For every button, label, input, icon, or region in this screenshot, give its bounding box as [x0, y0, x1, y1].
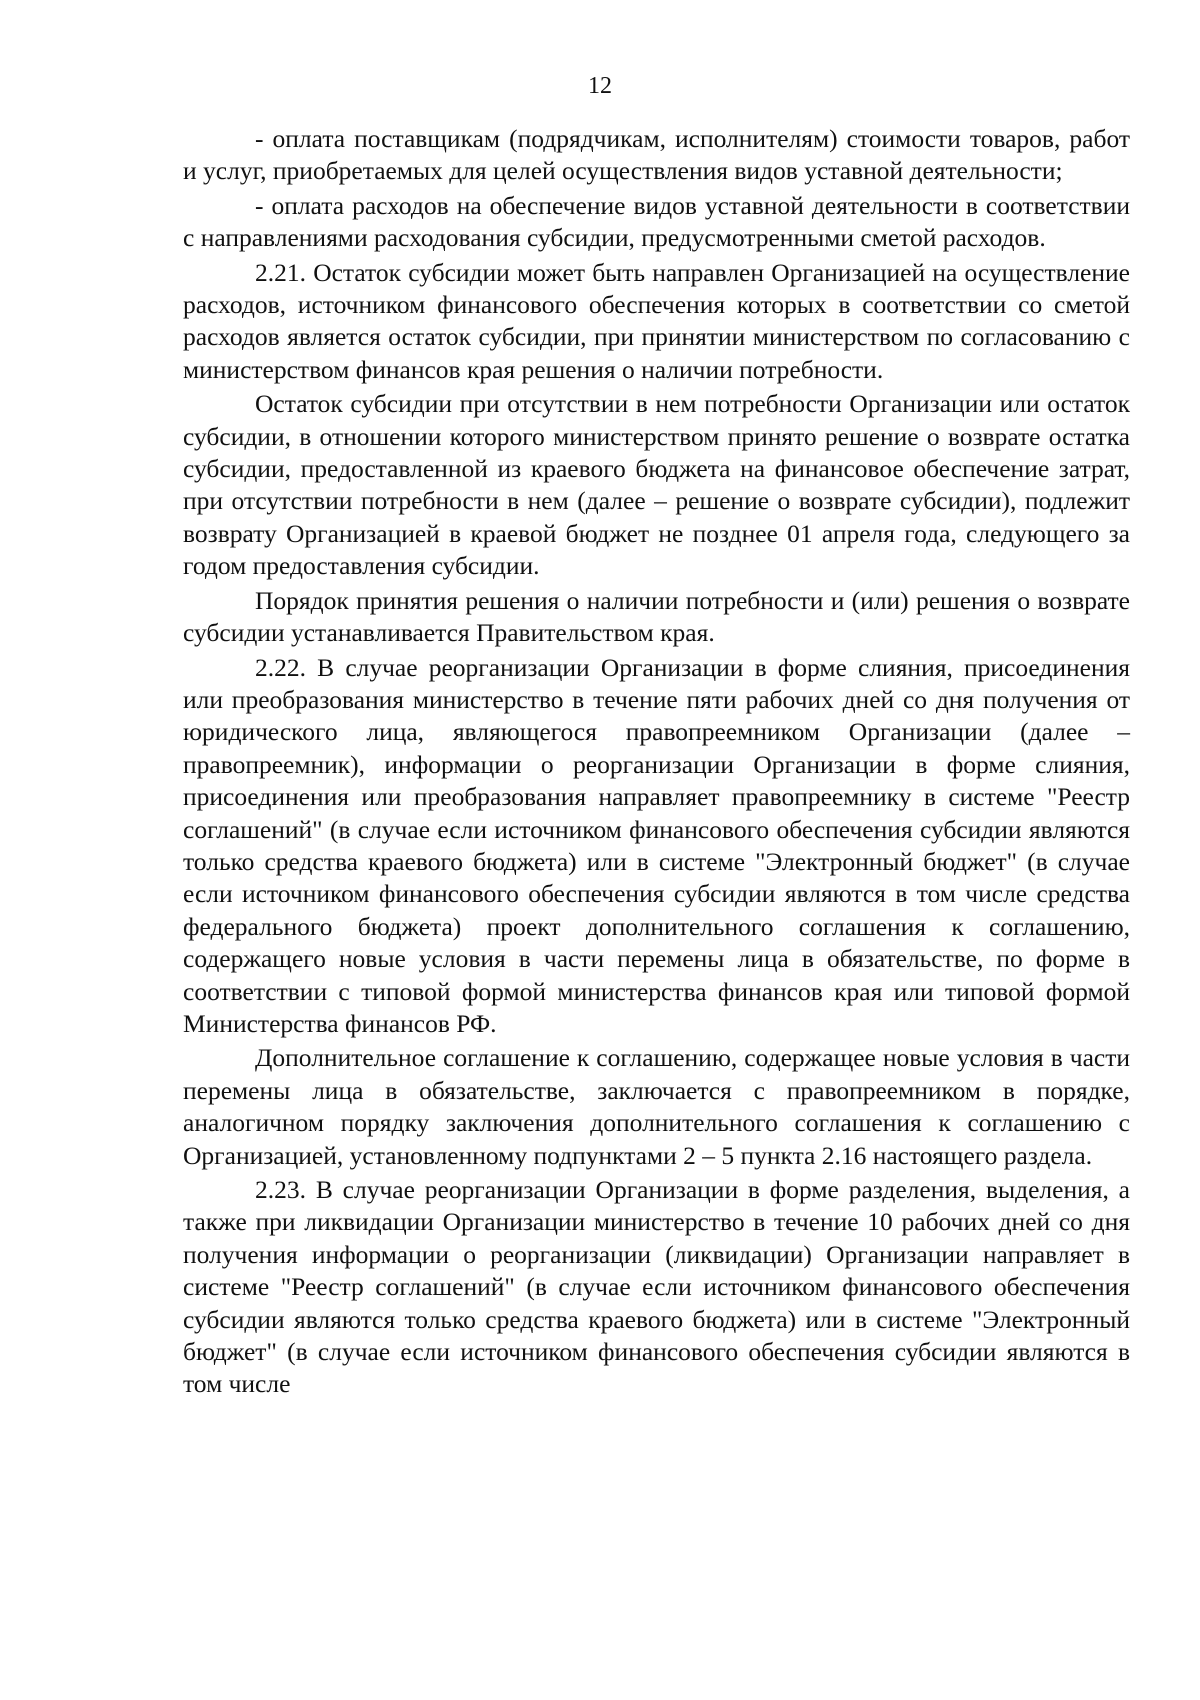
paragraph-expense-payment: - оплата расходов на обеспечение видов уставной деятельности в соответствии с направлениями расходования субсидии, предусмотренными сметой расходов. — [183, 190, 1130, 253]
paragraph-2-21: 2.21. Остаток субсидии может быть направлен Организацией на осуществление расходов, источником финансового обеспечения которых в соответствии со сметой расходов является остаток субсидии, при принятии министерством по согласованию с министерством финансов края решения о наличии потребности. — [183, 257, 1130, 384]
page-number: 12 — [588, 73, 612, 99]
paragraph-2-23: 2.23. В случае реорганизации Организации в форме разделения, выделения, а также при ликвидации Организации министерство в течение 10 рабочих дней со дня получения информации о реорганизации (ликвидации) Организации направляет в системе "Реестр соглашений" (в случае если источником финансового обеспечения субсидии являются только средства краевого бюджета) или в системе "Электронный бюджет" (в случае если источником финансового обеспечения субсидии являются в том числе — [183, 1175, 1130, 1399]
document-body — [183, 123, 1130, 1401]
paragraph-decision-procedure: Порядок принятия решения о наличии потребности и (или) решения о возврате субсидии устанавливается Правительством края. — [183, 585, 1130, 648]
paragraph-2-22: 2.22. В случае реорганизации Организации в форме слияния, присоединения или преобразования министерство в течение пяти рабочих дней со дня получения от юридического лица, являющегося правопреемником Организации (далее – правопреемник), информации о реорганизации Организации в форме слияния, присоединения или преобразования направляет правопреемнику в системе "Реестр соглашений" (в случае если источником финансового обеспечения субсидии являются только средства краевого бюджета) или в системе "Электронный бюджет" (в случае если источником финансового обеспечения субсидии являются в том числе средства федерального бюджета) проект дополнительного соглашения к соглашению, содержащего новые условия в части перемены лица в обязательстве, по форме в соответствии с типовой формой министерства финансов края или типовой формой Министерства финансов РФ. — [183, 652, 1130, 1038]
paragraph-subsidy-return: Остаток субсидии при отсутствии в нем потребности Организации или остаток субсидии, в отношении которого министерством принято решение о возврате остатка субсидии, предоставленной из краевого бюджета на финансовое обеспечение затрат, при отсутствии потребности в нем (далее – решение о возврате субсидии), подлежит возврату Организацией в краевой бюджет не позднее 01 апреля года, следующего за годом предоставления субсидии. — [183, 389, 1130, 581]
paragraph-additional-agreement: Дополнительное соглашение к соглашению, содержащее новые условия в части перемены лица в обязательстве, заключается с правопреемником в порядке, аналогичном порядку заключения дополнительного соглашения к соглашению с Организацией, установленному подпунктами 2 – 5 пункта 2.16 настоящего раздела. — [183, 1043, 1130, 1170]
paragraph-supplier-payment: - оплата поставщикам (подрядчикам, исполнителям) стоимости товаров, работ и услуг, приобретаемых для целей осуществления видов уставной деятельности; — [183, 124, 1130, 186]
